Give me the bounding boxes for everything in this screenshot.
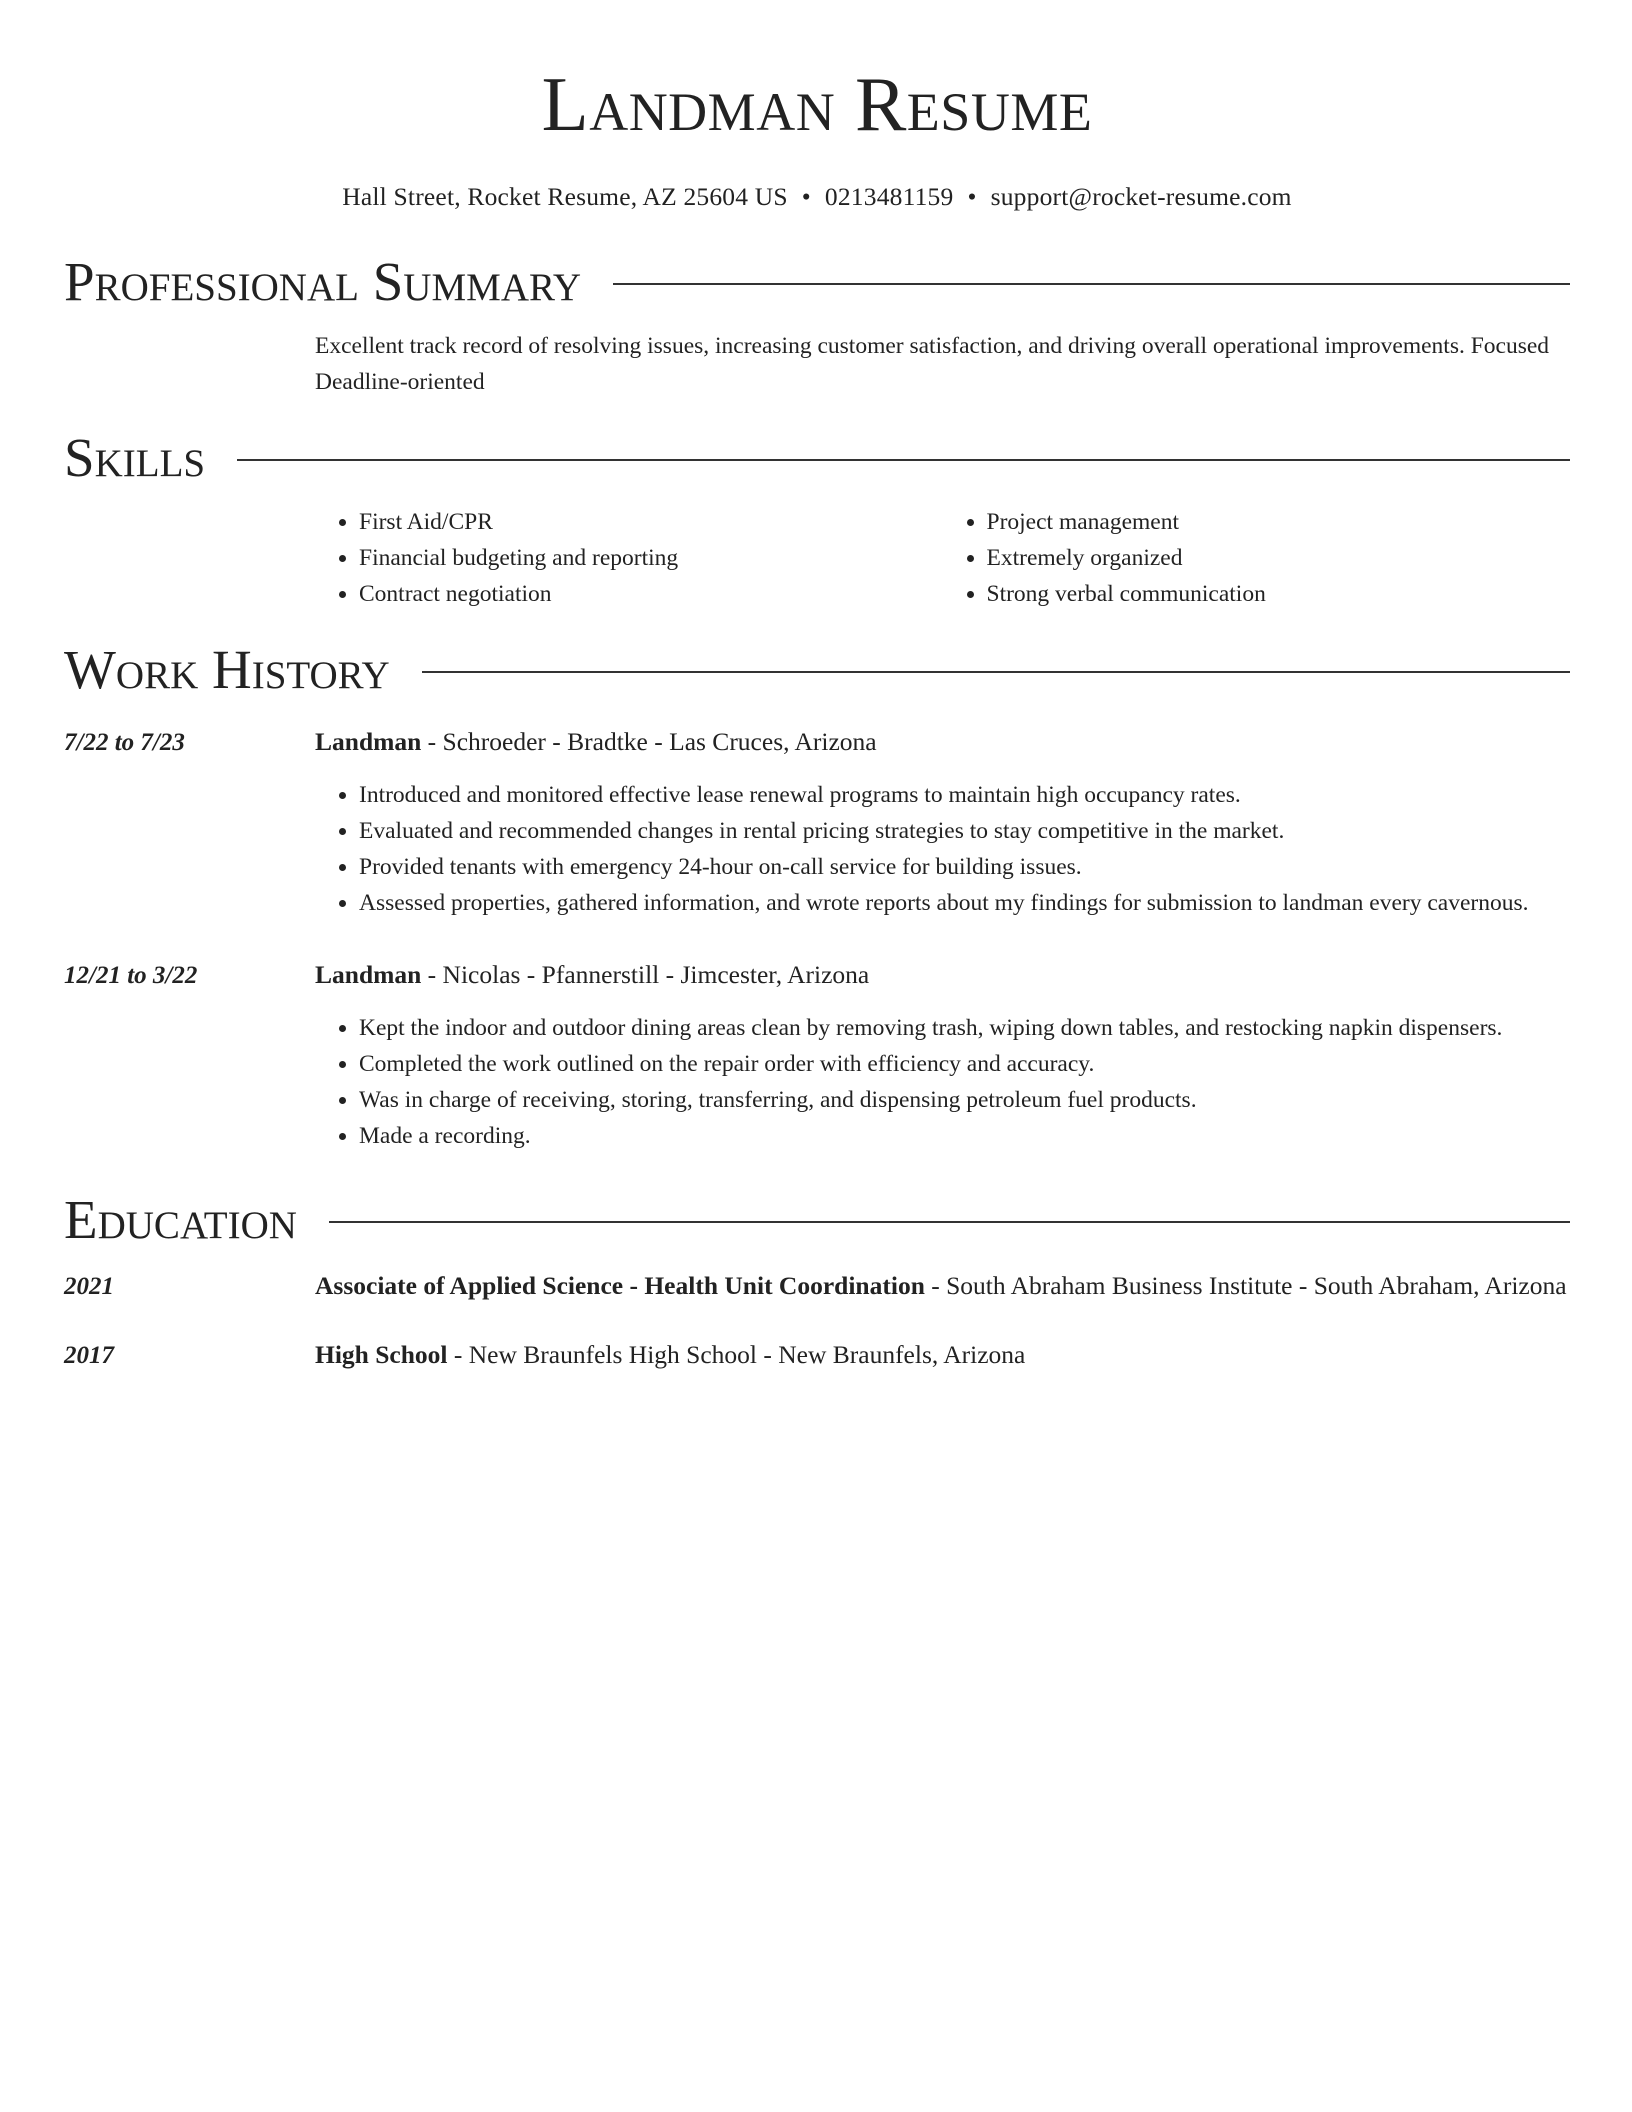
duty-item: • Was in charge of receiving, storing, transferring, and dispensing petroleum fuel products. [359, 1082, 1570, 1118]
job-dates: 12/21 to 3/22 [64, 962, 198, 989]
job-title-line [315, 722, 1570, 762]
skill-item: • Extremely organized [987, 540, 1571, 576]
job-dates: 7/22 to 7/23 [64, 729, 185, 756]
skills-section [64, 426, 1570, 612]
job-title-line [315, 955, 1570, 995]
skill-item: • Project management [987, 504, 1571, 540]
education-line [315, 1335, 1570, 1375]
education-heading: Education [64, 1189, 297, 1250]
section-divider [237, 459, 1570, 461]
job-employer: - Nicolas - Pfannerstill - Jimcester, Arizona [421, 960, 870, 989]
education-line [315, 1266, 1570, 1306]
education-entry [64, 1335, 1570, 1376]
duty-item: • Assessed properties, gathered information, and wrote reports about my findings for submission to landman every cavernous. [359, 885, 1570, 921]
section-header [64, 426, 1570, 490]
skills-column-right [943, 504, 1571, 612]
education-year: 2021 [64, 1273, 114, 1300]
education-school: - New Braunfels High School - New Braunfels, Arizona [447, 1340, 1026, 1369]
skill-item: • Strong verbal communication [987, 576, 1571, 612]
education-degree: Associate of Applied Science - Health Unit Coordination [315, 1271, 925, 1300]
resume-page [64, 0, 1570, 1376]
skills-heading: Skills [64, 427, 206, 488]
education-year: 2017 [64, 1342, 114, 1369]
section-divider [329, 1221, 1570, 1223]
duty-item: • Introduced and monitored effective lease renewal programs to maintain high occupancy rates. [359, 777, 1570, 813]
bullet-separator-icon: • [801, 182, 811, 211]
contact-email: support@rocket-resume.com [990, 182, 1292, 211]
contact-phone: 0213481159 [824, 182, 954, 211]
job-role: Landman [315, 960, 422, 989]
work-history-heading: Work History [64, 639, 390, 700]
education-school: - South Abraham Business Institute - South Abraham, Arizona [924, 1271, 1567, 1300]
education-section [64, 1188, 1570, 1376]
duty-item: • Made a recording. [359, 1118, 1570, 1154]
resume-name: Landman Resume [541, 61, 1093, 147]
job-entry [64, 722, 1570, 921]
contact-line [64, 180, 1570, 214]
duty-item: • Completed the work outlined on the repair order with efficiency and accuracy. [359, 1046, 1570, 1082]
bullet-separator-icon: • [967, 182, 977, 211]
skills-grid [315, 504, 1570, 612]
skills-column-left [315, 504, 943, 612]
work-history-section [64, 638, 1570, 1154]
section-divider [613, 283, 1570, 285]
contact-address: Hall Street, Rocket Resume, AZ 25604 US [342, 182, 788, 211]
section-header [64, 638, 1570, 702]
duty-item: • Kept the indoor and outdoor dining areas clean by removing trash, wiping down tables, and restocking napkin dispensers. [359, 1010, 1570, 1046]
section-divider [422, 671, 1570, 673]
education-entry [64, 1266, 1570, 1307]
section-header [64, 250, 1570, 314]
duty-item: • Evaluated and recommended changes in rental pricing strategies to stay competitive in the market. [359, 813, 1570, 849]
section-header [64, 1188, 1570, 1252]
skill-item: • Financial budgeting and reporting [359, 540, 943, 576]
job-employer: - Schroeder - Bradtke - Las Cruces, Arizona [421, 727, 877, 756]
duty-item: • Provided tenants with emergency 24-hour on-call service for building issues. [359, 849, 1570, 885]
job-duties [315, 777, 1570, 921]
skill-item: • Contract negotiation [359, 576, 943, 612]
skill-item: • First Aid/CPR [359, 504, 943, 540]
summary-heading: Professional Summary [64, 251, 582, 312]
summary-section [64, 250, 1570, 400]
job-duties [315, 1010, 1570, 1154]
job-header [64, 722, 1570, 763]
job-header [64, 955, 1570, 996]
summary-text: Excellent track record of resolving issues, increasing customer satisfaction, and driving overall operational improvements. Focused Deadline-oriented [315, 333, 1550, 395]
job-entry [64, 955, 1570, 1154]
job-role: Landman [315, 727, 422, 756]
education-degree: High School [315, 1340, 448, 1369]
